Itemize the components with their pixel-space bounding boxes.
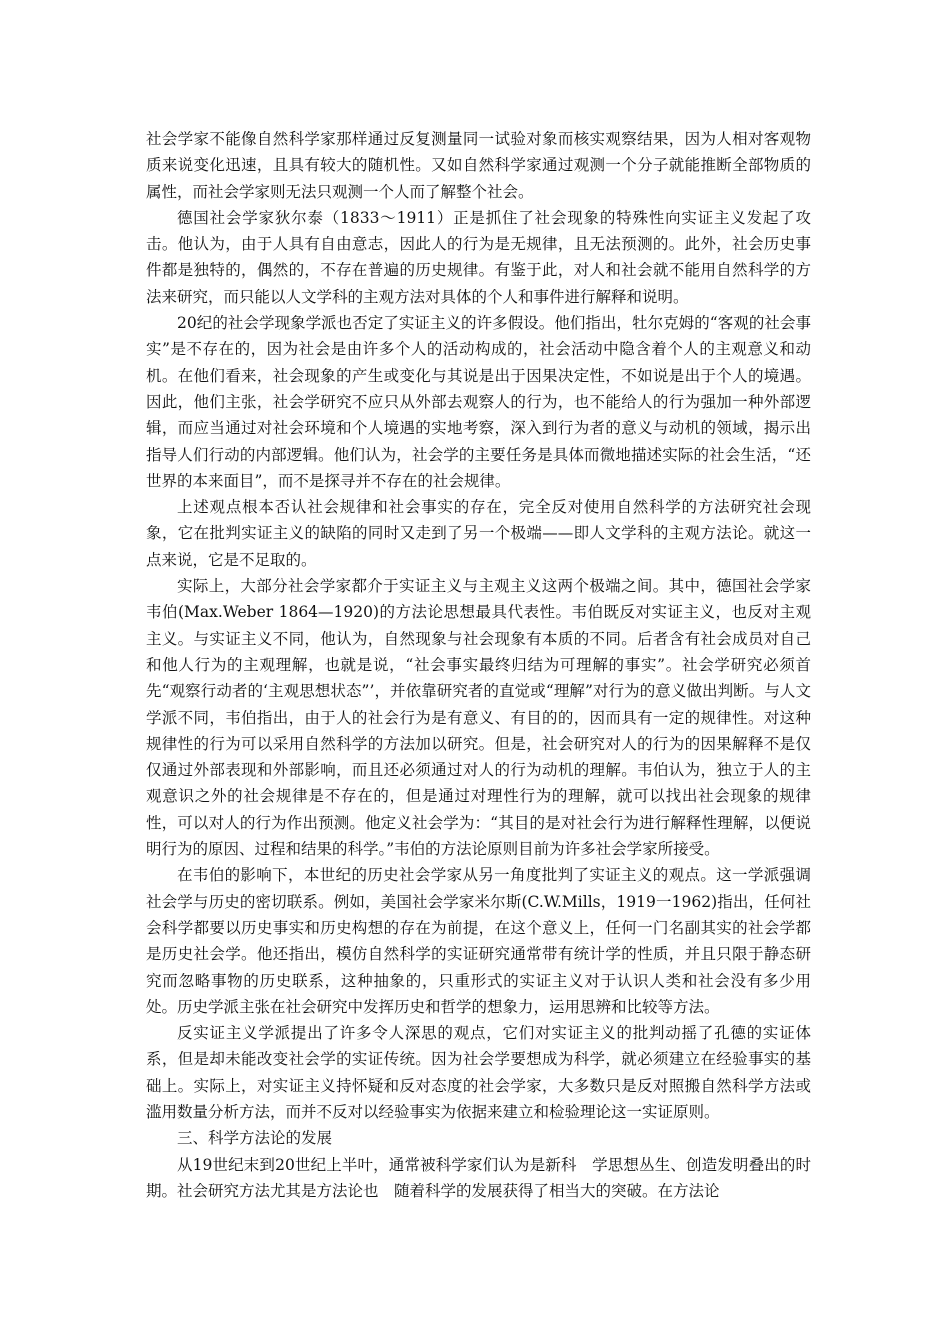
paragraph-dilthey: 德国社会学家狄尔泰（1833～1911）正是抓住了社会现象的特殊性向实证主义发起了攻击。他认为，由于人具有自由意志，因此人的行为是无规律，且无法预测的。此外，社会历史事件都是独特的，偶然的，不存在普遍的历史规律。有鉴于此，对人和社会就不能用自然科学的方法来研究，而只能以人文学科的主观方法对具体的个人和事件进行解释和说明。 bbox=[146, 208, 811, 306]
paragraph-critique: 上述观点根本否认社会规律和社会事实的存在，完全反对使用自然科学的方法研究社会现象，它在批判实证主义的缺陷的同时又走到了另一个极端——即人文学科的主观方法论。就这一点来说，它是不足取的。 bbox=[146, 498, 811, 569]
paragraph-continuation: 社会学家不能像自然科学家那样通过反复测量同一试验对象而核实观察结果，因为人相对客观物质来说变化迅速，且具有较大的随机性。又如自然科学家通过观测一个分子就能推断全部物质的属性，而社会学家则无法只观测一个人而了解整个社会。 bbox=[146, 130, 811, 201]
document-body bbox=[146, 126, 811, 1204]
paragraph-methodology: 从19世纪末到20世纪上半叶，通常被科学家们认为是新科 学思想丛生、创造发明叠出的时期。社会研究方法尤其是方法论也 随着科学的发展获得了相当大的突破。在方法论 bbox=[146, 1155, 811, 1200]
paragraph-anti-positivism: 反实证主义学派提出了许多令人深思的观点，它们对实证主义的批判动摇了孔德的实证体系，但是却未能改变社会学的实证传统。因为社会学要想成为科学，就必须建立在经验事实的基础上。实际上，对实证主义持怀疑和反对态度的社会学家，大多数只是反对照搬自然科学方法或滥用数量分析方法，而并不反对以经验事实为依据来建立和检验理论这一实证原则。 bbox=[146, 1024, 811, 1121]
paragraph-mills: 在韦伯的影响下，本世纪的历史社会学家从另一角度批判了实证主义的观点。这一学派强调社会学与历史的密切联系。例如，美国社会学家米尔斯(C.W.Mills，1919一1962)指出，任何社会科学都要以历史事实和历史构想的存在为前提，在这个意义上，任何一门名副其实的社会学都是历史社会学。他还指出，模仿自然科学的实证研究通常带有统计学的性质，并且只限于静态研究而忽略事物的历史联系，这种抽象的，只重形式的实证主义对于认识人类和社会没有多少用处。历史学派主张在社会研究中发挥历史和哲学的想象力，运用思辨和比较等方法。 bbox=[146, 866, 811, 1016]
section-heading: 三、科学方法论的发展 bbox=[177, 1129, 333, 1148]
paragraph-weber: 实际上，大部分社会学家都介于实证主义与主观主义这两个极端之间。其中，德国社会学家韦伯(Max.Weber 1864—1920)的方法论思想最具代表性。韦伯既反对实证主义，也反对主观主义。与实证主义不同，他认为，自然现象与社会现象有本质的不同。后者含有社会成员对自己和他人行为的主观理解，也就是说，“社会事实最终归结为可理解的事实”。社会学研究必须首先“观察行动者的‘主观思想状态”’，并依靠研究者的直觉或“理解”对行为的意义做出判断。与人文学派不同，韦伯指出，由于人的社会行为是有意义、有目的的，因而具有一定的规律性。对这种规律性的行为可以采用自然科学的方法加以研究。但是，社会研究对人的行为的因果解释不是仅仅通过外部表现和外部影响，而且还必须通过对人的行为动机的理解。韦伯认为，独立于人的主观意识之外的社会规律是不存在的，但是通过对理性行为的理解，就可以找出社会现象的规律性，可以对人的行为作出预测。他定义社会学为：“其目的是对社会行为进行解释性理解，以便说明行为的原因、过程和结果的科学。”韦伯的方法论原则目前为许多社会学家所接受。 bbox=[146, 577, 811, 859]
paragraph-phenomenology: 20纪的社会学现象学派也否定了实证主义的许多假设。他们指出，牡尔克姆的“客观的社会事实”是不存在的，因为社会是由许多个人的活动构成的，社会活动中隐含着个人的主观意义和动机。在他们看来，社会现象的产生或变化与其说是出于因果决定性，不如说是出于个人的境遇。因此，他们主张，社会学研究不应只从外部去观察人的行为，也不能给人的行为强加一种外部逻辑，而应当通过对社会环境和个人境遇的实地考察，深入到行为者的意义与动机的领域，揭示出指导人们行动的内部逻辑。他们认为，社会学的主要任务是具体而微地描述实际的社会生活，“还世界的本来面目”，而不是探寻并不存在的社会规律。 bbox=[146, 314, 811, 490]
